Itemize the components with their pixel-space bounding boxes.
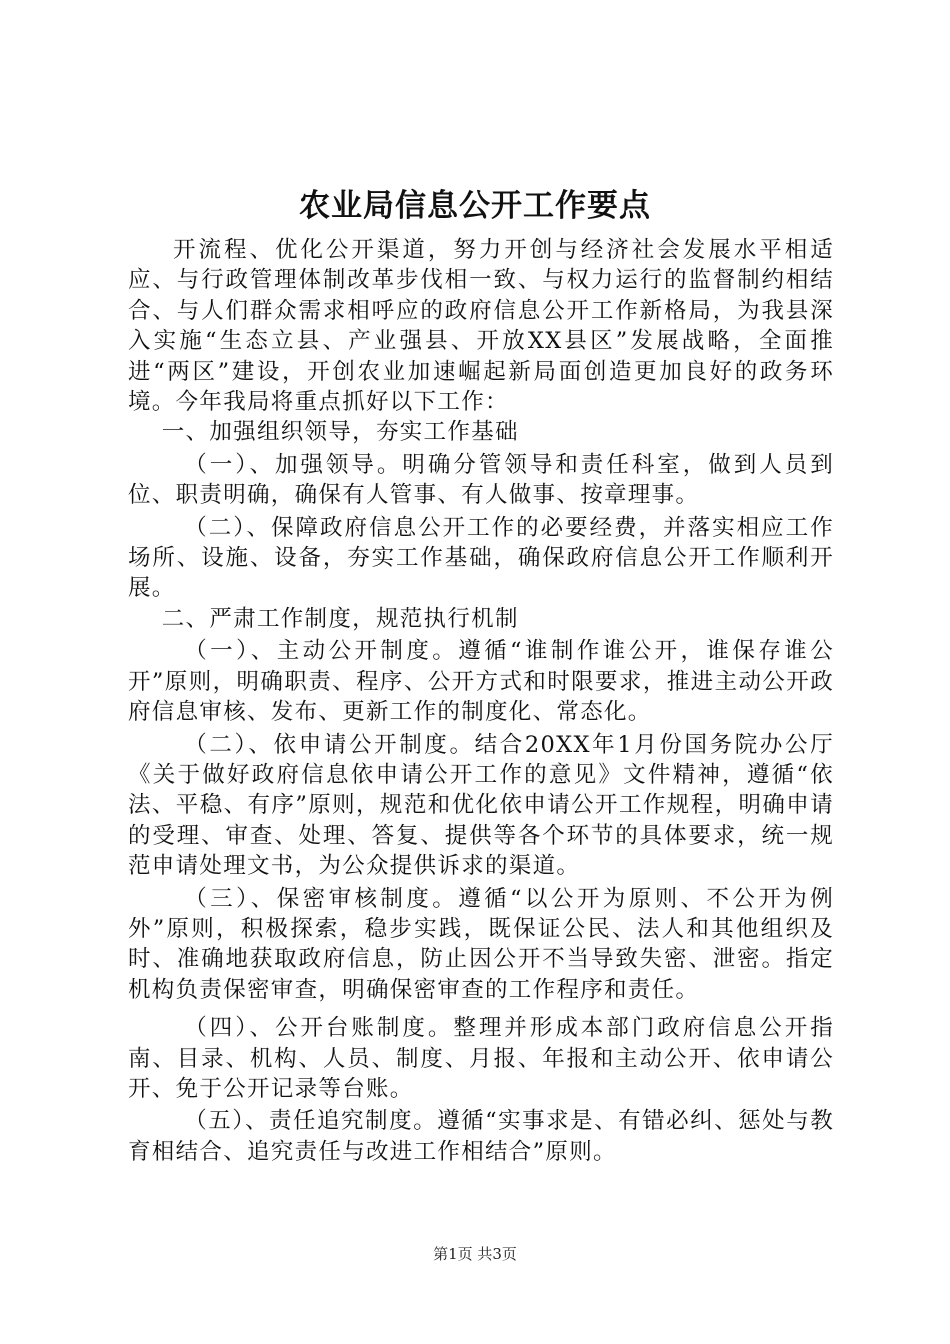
document-body bbox=[128, 235, 834, 1167]
section-2-item-4: （四）、公开台账制度。整理并形成本部门政府信息公开指南、目录、机构、人员、制度、月报、年报和主动公开、依申请公开、免于公开记录等台账。 bbox=[128, 1015, 834, 1102]
page-number-footer: 第1页 共3页 bbox=[433, 1245, 517, 1263]
document-title: 农业局信息公开工作要点 bbox=[299, 188, 651, 224]
section-heading-1: 一、加强组织领导，夯实工作基础 bbox=[161, 419, 519, 446]
section-2-item-5: （五）、责任追究制度。遵循“实事求是、有错必纠、惩处与教育相结合、追究责任与改进工作相结合”原则。 bbox=[128, 1108, 834, 1165]
section-2-item-3: （三）、保密审核制度。遵循“以公开为原则、不公开为例外”原则，积极探索，稳步实践，既保证公民、法人和其他组织及时、准确地获取政府信息，防止因公开不当导致失密、泄密。指定机构负责保密审查，明确保密审查的工作程序和责任。 bbox=[128, 885, 834, 1003]
section-heading-2: 二、严肃工作制度，规范执行机制 bbox=[161, 605, 519, 632]
section-2-item-1: （一）、主动公开制度。遵循“谁制作谁公开，谁保存谁公开”原则，明确职责、程序、公开方式和时限要求，推进主动公开政府信息审核、发布、更新工作的制度化、常态化。 bbox=[128, 638, 834, 726]
section-1-item-1: （一）、加强领导。明确分管领导和责任科室，做到人员到位、职责明确，确保有人管事、有人做事、按章理事。 bbox=[128, 451, 834, 509]
section-2-item-2: （二）、依申请公开制度。结合20XX年1月份国务院办公厅《关于做好政府信息依申请公开工作的意见》文件精神，遵循“依法、平稳、有序”原则，规范和优化依申请公开工作规程，明确申请的受理、审查、处理、答复、提供等各个环节的具体要求，统一规范申请处理文书，为公众提供诉求的渠道。 bbox=[128, 731, 834, 880]
section-1-item-2: （二）、保障政府信息公开工作的必要经费，并落实相应工作场所、设施、设备，夯实工作基础，确保政府信息公开工作顺利开展。 bbox=[128, 514, 834, 602]
intro-paragraph: 开流程、优化公开渠道，努力开创与经济社会发展水平相适应、与行政管理体制改革步伐相一致、与权力运行的监督制约相结合、与人们群众需求相呼应的政府信息公开工作新格局，为我县深入实施“生态立县、产业强县、开放XX县区”发展战略，全面推进“两区”建设，开创农业加速崛起新局面创造更加良好的政务环境。今年我局将重点抓好以下工作： bbox=[128, 237, 834, 416]
